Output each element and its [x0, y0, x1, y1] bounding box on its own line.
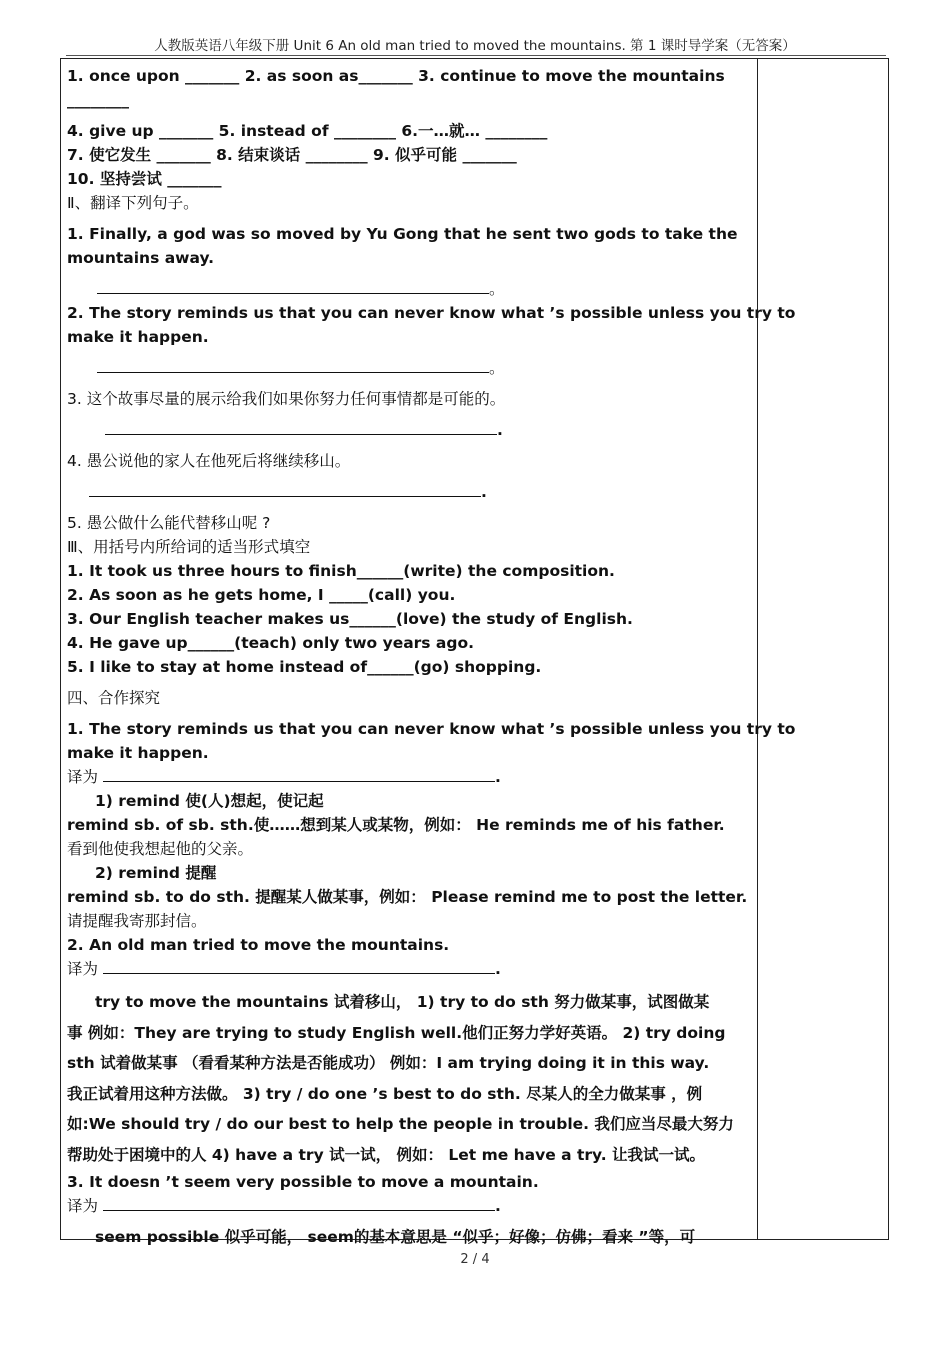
answer-blank [103, 957, 495, 974]
translation-prefix: 译为 [67, 960, 99, 978]
translate-item-3: 3. 这个故事尽量的展示给我们如果你努力任何事情都是可能的。 [67, 390, 506, 408]
phrase-line-4: 7. 使它发生 _______ 8. 结束谈话 ________ 9. 似乎可能 _______ [67, 146, 517, 164]
header-rule [66, 55, 886, 56]
answer-line-end: . [494, 1197, 501, 1215]
answer-line-end: 。 [489, 359, 505, 377]
translation-line-1 [67, 765, 842, 789]
translate-item-1b: mountains away. [67, 249, 215, 267]
fill-item-1: 1. It took us three hours to finish______(write) the composition. [67, 562, 615, 580]
answer-blank [97, 277, 489, 294]
answer-line-end: . [497, 421, 503, 439]
phrase-line-1: 1. once upon _______ 2. as soon as_______ 3. continue to move the mountains [67, 67, 725, 85]
worksheet-content [67, 64, 842, 1249]
section-fill-heading: Ⅲ、用括号内所给词的适当形式填空 [67, 538, 311, 556]
answer-line-end: 。 [489, 280, 505, 298]
phrase-line-2: ________ [67, 91, 129, 109]
remind-note-2: remind sb. of sb. sth.使……想到某人或某物，例如： He reminds me of his father. [67, 816, 725, 834]
translate-item-5: 5. 愚公做什么能代替移山呢 ? [67, 514, 271, 532]
explore-item-3: 3. It doesn ’t seem very possible to move a mountain. [67, 1173, 539, 1191]
answer-line-3 [67, 418, 842, 442]
remind-note-5: remind sb. to do sth. 提醒某人做某事，例如： Please remind me to post the letter. [67, 888, 748, 906]
translation-prefix: 译为 [67, 1197, 99, 1215]
answer-line-end: . [494, 768, 501, 786]
answer-line-end: . [481, 483, 487, 501]
remind-note-1: 1) remind 使(人)想起，使记起 [95, 792, 324, 810]
try-note-4: 我正试着用这种方法做。 3) try / do one ’s best to do sth. 尽某人的全力做某事 ，例 [67, 1084, 703, 1103]
answer-line-2 [67, 356, 842, 380]
try-note-2: 事 例如：They are trying to study English well.他们正努力学好英语。 2) try doing [67, 1023, 726, 1042]
answer-blank [89, 480, 481, 497]
phrase-line-3: 4. give up _______ 5. instead of ________ 6.一…就… ________ [67, 122, 548, 140]
fill-item-2: 2. As soon as he gets home, I _____(call) you. [67, 586, 456, 604]
page-header: 人教版英语八年级下册 Unit 6 An old man tried to moved the mountains. 第 1 课时导学案（无答案） [154, 38, 796, 54]
translate-item-2b: make it happen. [67, 328, 209, 346]
translate-item-2a: 2. The story reminds us that you can never know what ’s possible unless you try to [67, 304, 796, 322]
explore-item-1a: 1. The story reminds us that you can never know what ’s possible unless you try to [67, 720, 796, 738]
answer-line-1 [67, 277, 842, 301]
try-note-1: try to move the mountains 试着移山， 1) try to do sth 努力做某事，试图做某 [95, 993, 710, 1011]
answer-blank [103, 765, 495, 782]
section-translate-heading: Ⅱ、翻译下列句子。 [67, 194, 199, 212]
translate-item-4: 4. 愚公说他的家人在他死后将继续移山。 [67, 452, 351, 470]
page-number: 2 / 4 [460, 1252, 490, 1267]
section-explore-heading: 四、合作探究 [67, 689, 161, 707]
seem-note-1: seem possible 似乎可能， seem的基本意思是 “似乎；好像；仿佛；看来 ”等，可 [95, 1228, 696, 1246]
answer-blank [97, 356, 489, 373]
fill-item-3: 3. Our English teacher makes us______(love) the study of English. [67, 610, 633, 628]
try-note-3: sth 试着做某事 （看看某种方法是否能成功） 例如：I am trying doing it in this way. [67, 1054, 710, 1072]
remind-note-6: 请提醒我寄那封信。 [67, 912, 207, 930]
try-note-6: 帮助处于困境中的人 4) have a try 试一试， 例如： Let me have a try. 让我试一试。 [67, 1145, 706, 1164]
translation-line-2 [67, 957, 842, 981]
remind-note-3: 看到他使我想起他的父亲。 [67, 840, 254, 858]
explore-item-2: 2. An old man tried to move the mountains. [67, 936, 450, 954]
fill-item-5: 5. I like to stay at home instead of______(go) shopping. [67, 658, 542, 676]
answer-blank [103, 1194, 495, 1211]
phrase-line-5: 10. 坚持尝试 _______ [67, 170, 222, 188]
translation-line-3 [67, 1194, 842, 1218]
explore-item-1b: make it happen. [67, 744, 209, 762]
answer-blank [105, 418, 497, 435]
fill-item-4: 4. He gave up______(teach) only two years ago. [67, 634, 475, 652]
answer-line-end: . [494, 960, 501, 978]
remind-note-4: 2) remind 提醒 [95, 864, 217, 882]
translation-prefix: 译为 [67, 768, 99, 786]
translate-item-1a: 1. Finally, a god was so moved by Yu Gong that he sent two gods to take the [67, 225, 738, 243]
answer-line-4 [67, 480, 842, 504]
try-note-5: 如:We should try / do our best to help the people in trouble. 我们应当尽最大努力 [67, 1115, 734, 1133]
